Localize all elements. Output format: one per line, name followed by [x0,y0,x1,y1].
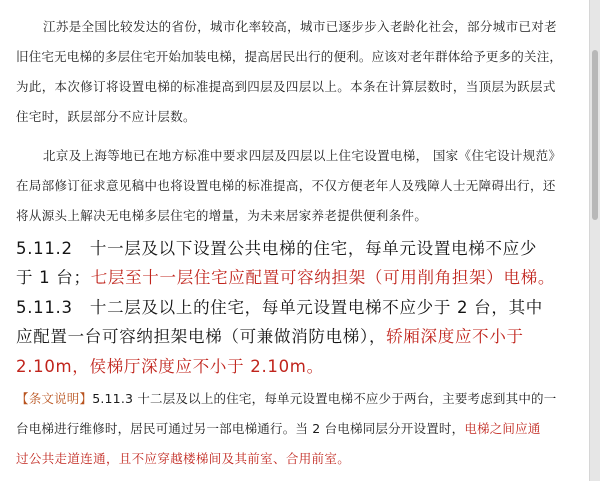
clause-5-11-2-line-1: 5.11.2 十一层及以下设置公共电梯的住宅，每单元设置电梯不应少 [16,239,538,258]
explanation-text-2: 台电梯进行维修时，居民可通过另一部电梯通行。当 2 台电梯同层分开设置时， [16,421,465,436]
paragraph-2-line-3: 将从源头上解决无电梯多层住宅的增量，为未来居家养老提供便利条件。 [16,208,428,223]
clause-5-11-3-highlight: 轿厢深度应不小于 [386,327,524,346]
clause-5-11-2-highlight: 七层至十一层住宅应配置可容纳担架（可用削角担架）电梯。 [90,268,556,287]
explanation-line-2 [16,419,541,437]
paragraph-1-line-3: 为此，本次修订将设置电梯的标准提高到四层及四层以上。本条在计算层数时，当顶层为跃层式 [16,79,556,94]
clause-5-11-3-text: 应配置一台可容纳担架电梯（可兼做消防电梯）， [16,327,387,346]
paragraph-1-line-2: 旧住宅无电梯的多层住宅开始加装电梯，提高居民出行的便利。应该对老年群体给予更多的关注， [16,49,563,64]
paragraph-1-line-4: 住宅时，跃层部分不应计层数。 [16,109,196,124]
clause-5-11-3-line-3: 2.10m，侯梯厅深度应不小于 2.10m。 [16,357,324,376]
paragraph-2-line-1: 北京及上海等地已在地方标准中要求四层及四层以上住宅设置电梯， 国家《住宅设计规范》 [43,148,562,163]
explanation-line-3: 过公共走道连通，且不应穿越楼梯间及其前室、合用前室。 [16,451,351,466]
explanation-line-1 [16,389,556,407]
paragraph-1-line-1: 江苏是全国比较发达的省份，城市化率较高，城市已逐步步入老龄化社会，部分城市已对老 [43,19,558,34]
scrollbar-thumb[interactable] [592,50,598,220]
paragraph-2-line-2: 在局部修订征求意见稿中也将设置电梯的标准提高，不仅方便老年人及残障人士无障碍出行，还 [16,178,556,193]
clause-5-11-3-line-2 [16,323,524,347]
explanation-label: 【条文说明】 [16,391,93,406]
clause-5-11-2-text: 于 1 台； [16,268,91,287]
explanation-highlight: 电梯之间应通 [464,421,541,436]
clause-5-11-2-line-2 [16,264,555,288]
clause-5-11-3-line-1: 5.11.3 十二层及以上的住宅，每单元设置电梯不应少于 2 台，其中 [16,298,543,317]
explanation-text: 5.11.3 十二层及以上的住宅，每单元设置电梯不应少于两台，主要考虑到其中的一 [92,391,557,406]
vertical-scrollbar[interactable] [589,0,600,481]
